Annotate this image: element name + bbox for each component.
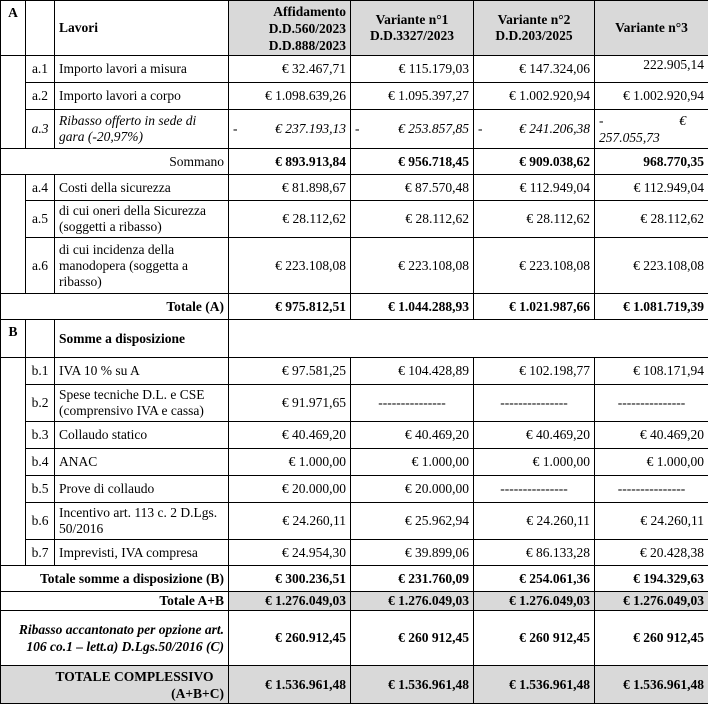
row-sommano (1, 149, 708, 175)
cell-value: € 223.108,08 (351, 238, 474, 294)
cell-value: € 1.536.961,48 (229, 666, 351, 704)
cell-value: € 254.061,36 (474, 566, 595, 592)
cell-value: € 1.002.920,94 (595, 83, 708, 110)
cell-value: € 147.324,06 (474, 56, 595, 83)
cell-value: € 40.469,20 (229, 422, 351, 449)
section-a-title: Lavori (55, 1, 229, 56)
cell-value: € 300.236,51 (229, 566, 351, 592)
cell-value: € 39.899,06 (351, 540, 474, 566)
section-a-marker: A (1, 1, 26, 56)
cell-value: € 20.000,00 (351, 476, 474, 503)
cell-value: € 975.812,51 (229, 294, 351, 320)
row-a3 (1, 110, 708, 149)
cell-value: --------------- (595, 476, 708, 503)
row-a6 (1, 238, 708, 294)
row-label: Prove di collaudo (55, 476, 229, 503)
row-code: a.1 (26, 56, 55, 83)
section-a-gutter (1, 175, 26, 294)
cell-value: € 260.912,45 (229, 611, 351, 666)
cell-value: --------------- (474, 476, 595, 503)
cell-value: € 24.260,11 (229, 503, 351, 540)
row-totale-complessivo (1, 666, 708, 704)
row-totale-b (1, 566, 708, 592)
row-b7 (1, 540, 708, 566)
row-b3 (1, 422, 708, 449)
section-b-title: Somme a disposizione (55, 320, 229, 358)
row-code: b.6 (26, 503, 55, 540)
header-row (1, 1, 708, 56)
cell-value: € 1.276.049,03 (595, 592, 708, 611)
cell-value: - € 257.055,73 (595, 110, 708, 149)
row-a5 (1, 201, 708, 238)
cell-value: € 40.469,20 (595, 422, 708, 449)
cell-value: € 91.971,65 (229, 385, 351, 422)
cell-value: € 20.428,38 (595, 540, 708, 566)
cell-value: € 260 912,45 (595, 611, 708, 666)
row-code: b.5 (26, 476, 55, 503)
cell-value: € 1.095.397,27 (351, 83, 474, 110)
row-b4 (1, 449, 708, 476)
row-b5 (1, 476, 708, 503)
cell-value: 222.905,14 (595, 56, 708, 83)
row-label: Importo lavori a misura (55, 56, 229, 83)
row-b2 (1, 385, 708, 422)
cell-value: € 1.000,00 (474, 449, 595, 476)
cell-value: € 1.081.719,39 (595, 294, 708, 320)
cell-value: € 40.469,20 (474, 422, 595, 449)
cell-value: € 223.108,08 (595, 238, 708, 294)
row-ribasso (1, 611, 708, 666)
cell-value: --------------- (474, 385, 595, 422)
cell-value: € 32.467,71 (229, 56, 351, 83)
ribasso-label: Ribasso accantonato per opzione art. 106 co.1 – lett.a) D.Lgs.50/2016 (C) (1, 611, 229, 666)
cell-value: € 194.329,63 (595, 566, 708, 592)
cell-value: € 115.179,03 (351, 56, 474, 83)
cell-value: € 108.171,94 (595, 358, 708, 385)
cell-value: € 104.428,89 (351, 358, 474, 385)
row-code: a.4 (26, 175, 55, 201)
row-label: Collaudo statico (55, 422, 229, 449)
row-label: di cui incidenza della manodopera (soggetta a ribasso) (55, 238, 229, 294)
totale-a-label: Totale (A) (1, 294, 229, 320)
header-affidamento: Affidamento D.D.560/2023 D.D.888/2023 (229, 1, 351, 56)
cell-value: € 40.469,20 (351, 422, 474, 449)
cell-value: € 20.000,00 (229, 476, 351, 503)
cell-value: € 231.760,09 (351, 566, 474, 592)
header-variante-1: Variante n°1 D.D.3327/2023 (351, 1, 474, 56)
cell-value: € 102.198,77 (474, 358, 595, 385)
cell-value: 968.770,35 (595, 149, 708, 175)
cell-value: € 1.276.049,03 (229, 592, 351, 611)
row-section-b (1, 320, 708, 358)
cell-value: - € 237.193,13 (229, 110, 351, 149)
cell-value: € 24.260,11 (474, 503, 595, 540)
row-totale-a (1, 294, 708, 320)
cell-value: --------------- (595, 385, 708, 422)
cell-value: € 893.913,84 (229, 149, 351, 175)
cell-value: € 260 912,45 (474, 611, 595, 666)
sommano-label: Sommano (1, 149, 229, 175)
cell-value: € 1.000,00 (595, 449, 708, 476)
section-b-blank (229, 320, 708, 358)
row-label: Spese tecniche D.L. e CSE (comprensivo IVA e cassa) (55, 385, 229, 422)
cell-value: € 1.098.639,26 (229, 83, 351, 110)
row-code: b.2 (26, 385, 55, 422)
cell-value: € 1.021.987,66 (474, 294, 595, 320)
header-variante-3: Variante n°3 (595, 1, 708, 56)
cell-value: --------------- (351, 385, 474, 422)
cell-value: € 87.570,48 (351, 175, 474, 201)
section-b-gutter (1, 358, 26, 566)
row-code: b.1 (26, 358, 55, 385)
row-a4 (1, 175, 708, 201)
row-code: b.3 (26, 422, 55, 449)
section-b-marker: B (1, 320, 26, 358)
cell-value: € 956.718,45 (351, 149, 474, 175)
cell-value: € 24.260,11 (595, 503, 708, 540)
cell-value: € 28.112,62 (229, 201, 351, 238)
row-b1 (1, 358, 708, 385)
cell-value: € 112.949,04 (474, 175, 595, 201)
cell-value: € 28.112,62 (595, 201, 708, 238)
cell-value: € 1.044.288,93 (351, 294, 474, 320)
cell-value: € 1.536.961,48 (351, 666, 474, 704)
cell-value: € 24.954,30 (229, 540, 351, 566)
cell-value: - € 241.206,38 (474, 110, 595, 149)
row-a1 (1, 56, 708, 83)
row-code: b.4 (26, 449, 55, 476)
cell-value: € 97.581,25 (229, 358, 351, 385)
cell-value: € 1.536.961,48 (474, 666, 595, 704)
cell-value: € 223.108,08 (229, 238, 351, 294)
row-a2 (1, 83, 708, 110)
row-b6 (1, 503, 708, 540)
row-code: b.7 (26, 540, 55, 566)
cell-value: € 1.002.920,94 (474, 83, 595, 110)
cell-value: - € 253.857,85 (351, 110, 474, 149)
row-code: a.5 (26, 201, 55, 238)
cell-value: € 223.108,08 (474, 238, 595, 294)
cell-value: € 1.000,00 (229, 449, 351, 476)
cell-value: € 1.536.961,48 (595, 666, 708, 704)
cell-value: € 112.949,04 (595, 175, 708, 201)
row-label: Incentivo art. 113 c. 2 D.Lgs. 50/2016 (55, 503, 229, 540)
row-label: Costi della sicurezza (55, 175, 229, 201)
cell-value: € 1.000,00 (351, 449, 474, 476)
cell-value: € 86.133,28 (474, 540, 595, 566)
cell-value: € 260 912,45 (351, 611, 474, 666)
totale-b-label: Totale somme a disposizione (B) (1, 566, 229, 592)
row-totale-ab (1, 592, 708, 611)
cell-value: € 28.112,62 (474, 201, 595, 238)
row-label: Imprevisti, IVA compresa (55, 540, 229, 566)
cell-value: € 909.038,62 (474, 149, 595, 175)
section-a-gutter (1, 56, 26, 149)
row-code: a.3 (26, 110, 55, 149)
totale-ab-label: Totale A+B (1, 592, 229, 611)
totale-complessivo-label: TOTALE COMPLESSIVO (A+B+C) (1, 666, 229, 704)
cell-value: € 28.112,62 (351, 201, 474, 238)
section-b-spacer (26, 320, 55, 358)
row-label: di cui oneri della Sicurezza (soggetti a ribasso) (55, 201, 229, 238)
header-variante-2: Variante n°2 D.D.203/2025 (474, 1, 595, 56)
cell-value: € 81.898,67 (229, 175, 351, 201)
row-label: IVA 10 % su A (55, 358, 229, 385)
row-code: a.6 (26, 238, 55, 294)
header-spacer (26, 1, 55, 56)
cell-value: € 1.276.049,03 (474, 592, 595, 611)
row-code: a.2 (26, 83, 55, 110)
row-label: Ribasso offerto in sede di gara (-20,97%) (55, 110, 229, 149)
cell-value: € 1.276.049,03 (351, 592, 474, 611)
cell-value: € 25.962,94 (351, 503, 474, 540)
row-label: Importo lavori a corpo (55, 83, 229, 110)
row-label: ANAC (55, 449, 229, 476)
